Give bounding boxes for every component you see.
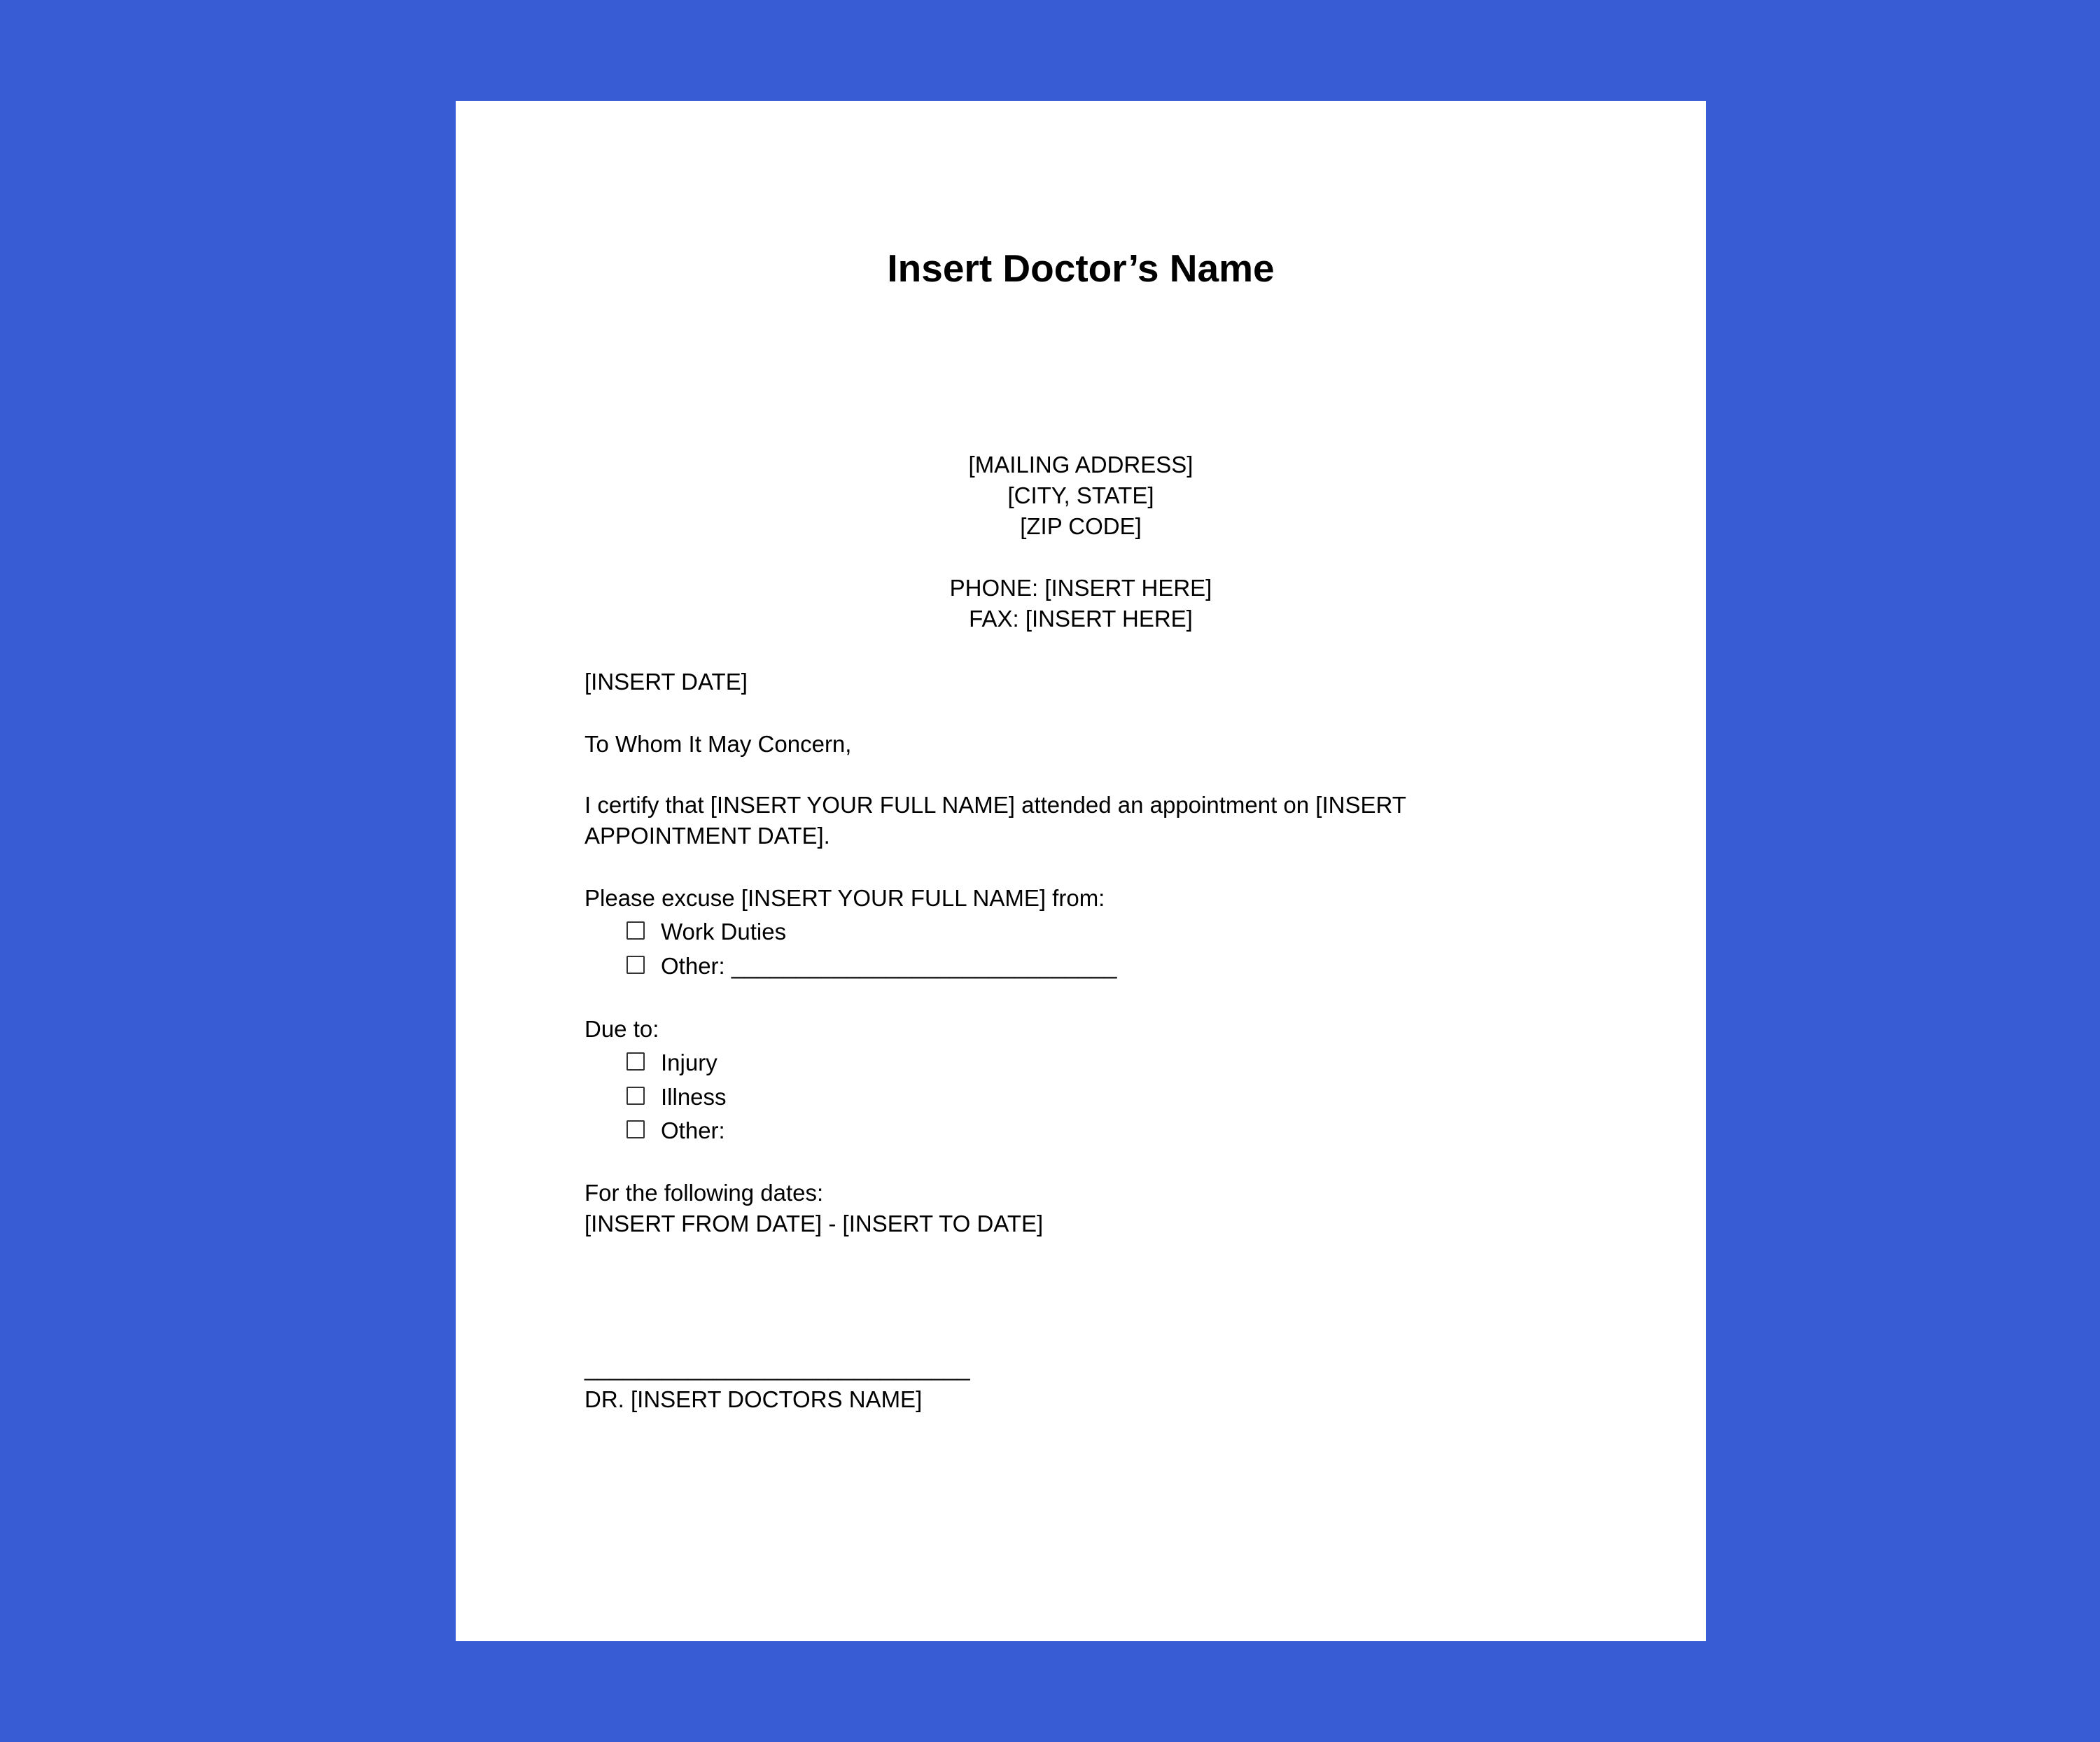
checkbox-injury[interactable]	[626, 1052, 645, 1071]
checkbox-illness[interactable]	[626, 1087, 645, 1105]
address-line-mailing: [MAILING ADDRESS]	[968, 452, 1194, 478]
dates-intro: For the following dates:	[584, 1180, 824, 1206]
checkbox-due-other[interactable]	[626, 1120, 645, 1138]
due-intro: Due to:	[584, 1016, 659, 1042]
letter-date: [INSERT DATE]	[584, 669, 748, 695]
signature-name: DR. [INSERT DOCTORS NAME]	[584, 1386, 923, 1412]
certify-line-1: I certify that [INSERT YOUR FULL NAME] attended an appointment on [INSERT	[584, 792, 1406, 818]
contact-block	[456, 573, 1706, 634]
checkbox-excuse-other[interactable]	[626, 956, 645, 974]
due-option-other: Other:	[661, 1117, 725, 1143]
excuse-option-work-duties: Work Duties	[661, 919, 787, 945]
address-line-city-state: [CITY, STATE]	[1007, 482, 1154, 508]
checkbox-work-duties[interactable]	[626, 921, 645, 940]
certify-line-2: APPOINTMENT DATE].	[584, 823, 830, 849]
excuse-intro: Please excuse [INSERT YOUR FULL NAME] from:	[584, 885, 1105, 911]
due-option-illness: Illness	[661, 1084, 727, 1110]
excuse-option-other: Other: ______________________________	[661, 953, 1117, 979]
document-page	[456, 101, 1706, 1641]
dates-range: [INSERT FROM DATE] - [INSERT TO DATE]	[584, 1211, 1044, 1236]
due-option-injury: Injury	[661, 1050, 718, 1075]
address-line-zip: [ZIP CODE]	[1020, 513, 1142, 539]
salutation: To Whom It May Concern,	[584, 731, 852, 757]
signature-line: ______________________________	[584, 1355, 970, 1381]
contact-line-fax: FAX: [INSERT HERE]	[969, 606, 1193, 632]
contact-line-phone: PHONE: [INSERT HERE]	[949, 575, 1212, 601]
doctor-name-title: Insert Doctor’s Name	[887, 246, 1275, 290]
address-block	[456, 450, 1706, 542]
